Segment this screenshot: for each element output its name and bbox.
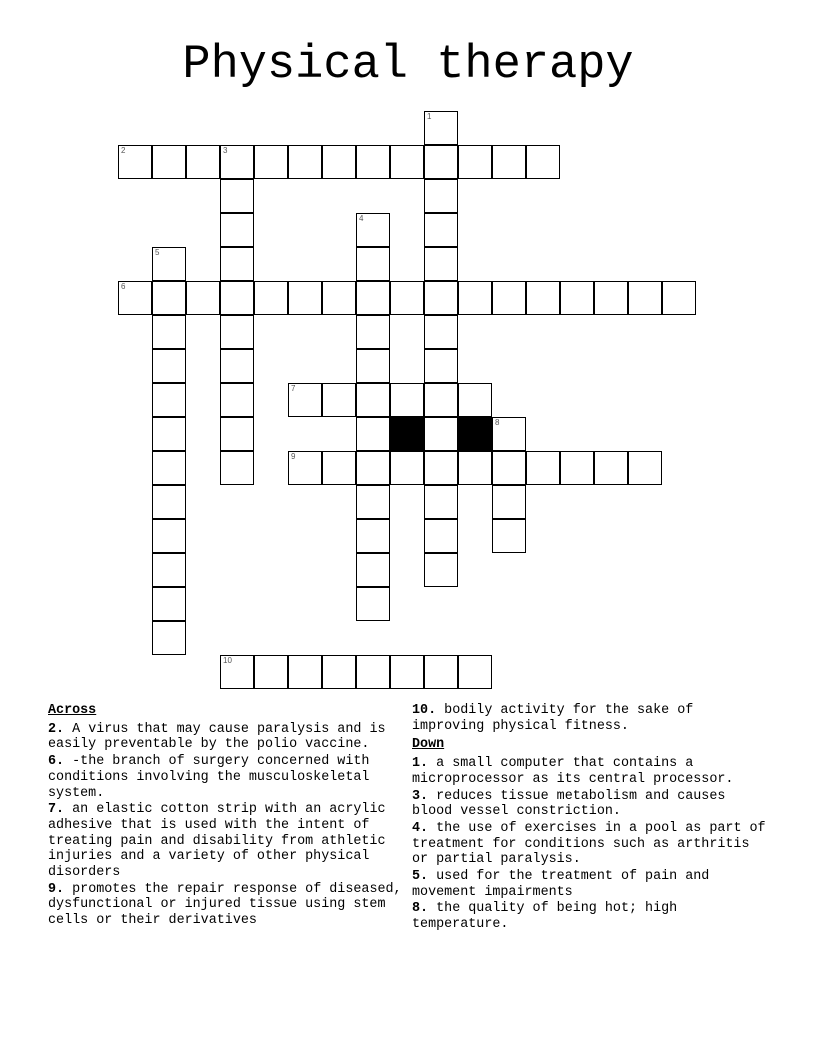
grid-cell[interactable] — [186, 281, 220, 315]
across-heading: Across — [48, 703, 97, 718]
grid-cell[interactable] — [220, 349, 254, 383]
grid-cell[interactable] — [390, 451, 424, 485]
grid-cell[interactable] — [356, 383, 390, 417]
grid-cell[interactable] — [254, 145, 288, 179]
cell-number: 9 — [291, 452, 296, 461]
grid-cell[interactable] — [424, 451, 458, 485]
grid-cell[interactable] — [322, 281, 356, 315]
grid-cell[interactable] — [458, 451, 492, 485]
clue-number: 5. — [412, 869, 429, 885]
down-heading: Down — [412, 737, 445, 753]
clue-down-8 — [412, 901, 772, 932]
grid-cell[interactable] — [356, 587, 390, 621]
clue-number: 1. — [412, 756, 429, 772]
grid-cell[interactable] — [356, 315, 390, 349]
more-clues — [412, 703, 772, 934]
grid-cell[interactable] — [424, 281, 458, 315]
grid-cell[interactable] — [492, 145, 526, 179]
grid-cell[interactable] — [220, 179, 254, 213]
grid-cell[interactable] — [424, 247, 458, 281]
clue-text: promotes the repair response of diseased, dysfunctional or injured tissue using stem cells or their derivatives — [48, 881, 402, 929]
cell-number: 1 — [427, 112, 432, 121]
cell-number: 4 — [359, 214, 364, 223]
grid-cell[interactable] — [424, 111, 458, 145]
grid-cell[interactable] — [288, 281, 322, 315]
grid-cell[interactable] — [458, 145, 492, 179]
across-clues — [48, 703, 404, 930]
clue-across-6 — [48, 754, 404, 801]
grid-cell[interactable] — [220, 417, 254, 451]
grid-cell[interactable] — [458, 383, 492, 417]
clue-down-1 — [412, 756, 772, 787]
grid-cell[interactable] — [322, 451, 356, 485]
grid-cell[interactable] — [356, 145, 390, 179]
grid-cell[interactable] — [390, 655, 424, 689]
clue-text: the use of exercises in a pool as part of treatment for conditions such as arthritis or partial paralysis. — [412, 820, 766, 868]
grid-cell[interactable] — [424, 349, 458, 383]
grid-cell[interactable] — [662, 281, 696, 315]
grid-cell[interactable] — [628, 451, 662, 485]
grid-cell[interactable] — [220, 247, 254, 281]
grid-cell[interactable] — [322, 383, 356, 417]
clue-number: 8. — [412, 901, 429, 917]
clue-text: bodily activity for the sake of improving physical fitness. — [412, 703, 694, 734]
grid-cell[interactable] — [424, 417, 458, 451]
grid-cell[interactable] — [492, 519, 526, 553]
clue-number: 9. — [48, 881, 65, 897]
grid-cell[interactable] — [560, 281, 594, 315]
cell-number: 5 — [155, 248, 160, 257]
grid-cell[interactable] — [220, 145, 254, 179]
cell-number: 7 — [291, 384, 296, 393]
grid-cell[interactable] — [254, 655, 288, 689]
grid-cell[interactable] — [424, 485, 458, 519]
grid-cell[interactable] — [356, 655, 390, 689]
grid-cell[interactable] — [254, 281, 288, 315]
grid-cell[interactable] — [220, 281, 254, 315]
grid-cell[interactable] — [356, 281, 390, 315]
grid-cell[interactable] — [152, 587, 186, 621]
grid-cell[interactable] — [152, 281, 186, 315]
clue-number: 10. — [412, 703, 437, 718]
clue-text: used for the treatment of pain and movement impairments — [412, 869, 710, 900]
grid-cell[interactable] — [152, 553, 186, 587]
grid-cell[interactable] — [390, 145, 424, 179]
grid-cell[interactable] — [390, 281, 424, 315]
grid-cell[interactable] — [424, 315, 458, 349]
grid-cell[interactable] — [356, 519, 390, 553]
clue-text: -the branch of surgery concerned with conditions involving the musculoskeletal system. — [48, 754, 370, 801]
clue-down-5 — [412, 869, 772, 900]
grid-cell[interactable] — [492, 485, 526, 519]
grid-cell[interactable] — [628, 281, 662, 315]
cell-number: 2 — [121, 146, 126, 155]
grid-cell[interactable] — [390, 383, 424, 417]
clue-number: 4. — [412, 820, 429, 836]
clue-text: A virus that may cause paralysis and is easily preventable by the polio vaccine. — [48, 721, 386, 753]
grid-cell[interactable] — [152, 451, 186, 485]
grid-cell[interactable] — [152, 519, 186, 553]
cell-number: 3 — [223, 146, 228, 155]
grid-cell[interactable] — [526, 281, 560, 315]
grid-cell[interactable] — [152, 315, 186, 349]
grid-cell[interactable] — [594, 451, 628, 485]
grid-cell[interactable] — [424, 519, 458, 553]
grid-cell[interactable] — [322, 655, 356, 689]
grid-cell[interactable] — [220, 213, 254, 247]
cell-number: 10 — [223, 656, 232, 665]
grid-cell[interactable] — [288, 383, 322, 417]
grid-cell[interactable] — [152, 349, 186, 383]
grid-cell[interactable] — [356, 417, 390, 451]
grid-cell[interactable] — [424, 213, 458, 247]
grid-cell[interactable] — [152, 383, 186, 417]
grid-cell[interactable] — [288, 145, 322, 179]
grid-cell[interactable] — [356, 553, 390, 587]
clue-text: the quality of being hot; high temperature. — [412, 901, 678, 933]
grid-cell[interactable] — [220, 655, 254, 689]
clue-number: 2. — [48, 721, 65, 737]
grid-cell[interactable] — [594, 281, 628, 315]
grid-cell[interactable] — [356, 349, 390, 383]
grid-cell[interactable] — [220, 383, 254, 417]
clue-number: 3. — [412, 788, 429, 804]
grid-cell[interactable] — [356, 247, 390, 281]
grid-cell[interactable] — [424, 179, 458, 213]
cell-number: 8 — [495, 418, 500, 427]
grid-cell[interactable] — [288, 451, 322, 485]
grid-cell[interactable] — [356, 451, 390, 485]
grid-cell[interactable] — [526, 451, 560, 485]
grid-cell[interactable] — [220, 451, 254, 485]
clue-across-10 — [412, 703, 772, 734]
grid-cell[interactable] — [492, 417, 526, 451]
grid-cell[interactable] — [356, 213, 390, 247]
grid-cell[interactable] — [424, 383, 458, 417]
grid-cell[interactable] — [492, 281, 526, 315]
grid-cell[interactable] — [458, 655, 492, 689]
grid-cell[interactable] — [186, 145, 220, 179]
grid-cell[interactable] — [492, 451, 526, 485]
clue-across-2 — [48, 722, 404, 753]
grid-cell[interactable] — [152, 485, 186, 519]
clue-down-4 — [412, 821, 772, 868]
grid-cell[interactable] — [458, 281, 492, 315]
grid-cell[interactable] — [118, 145, 152, 179]
clue-text: reduces tissue metabolism and causes blood vessel constriction. — [412, 788, 726, 820]
grid-cell[interactable] — [424, 145, 458, 179]
grid-cell[interactable] — [322, 145, 356, 179]
grid-cell[interactable] — [220, 315, 254, 349]
black-square — [458, 417, 492, 451]
clue-across-7 — [48, 802, 404, 881]
puzzle-title: Physical therapy — [182, 39, 634, 92]
grid-cell[interactable] — [356, 485, 390, 519]
grid-cell[interactable] — [152, 417, 186, 451]
clue-number: 7. — [48, 802, 65, 818]
clue-down-3 — [412, 789, 772, 820]
grid-cell[interactable] — [152, 145, 186, 179]
grid-cell[interactable] — [288, 655, 322, 689]
cell-number: 6 — [121, 282, 126, 291]
grid-cell[interactable] — [152, 247, 186, 281]
clue-text: a small computer that contains a microprocessor as its central processor. — [412, 756, 734, 787]
clue-across-9 — [48, 882, 404, 929]
clue-text: an elastic cotton strip with an acrylic adhesive that is used with the intent of treating pain and disability from athletic injuries and a variety of other physical disorders — [48, 802, 386, 881]
grid-cell[interactable] — [152, 621, 186, 655]
grid-cell[interactable] — [526, 145, 560, 179]
grid-cell[interactable] — [424, 655, 458, 689]
grid-cell[interactable] — [560, 451, 594, 485]
black-square — [390, 417, 424, 451]
grid-cell[interactable] — [118, 281, 152, 315]
grid-cell[interactable] — [424, 553, 458, 587]
clue-number: 6. — [48, 754, 65, 770]
